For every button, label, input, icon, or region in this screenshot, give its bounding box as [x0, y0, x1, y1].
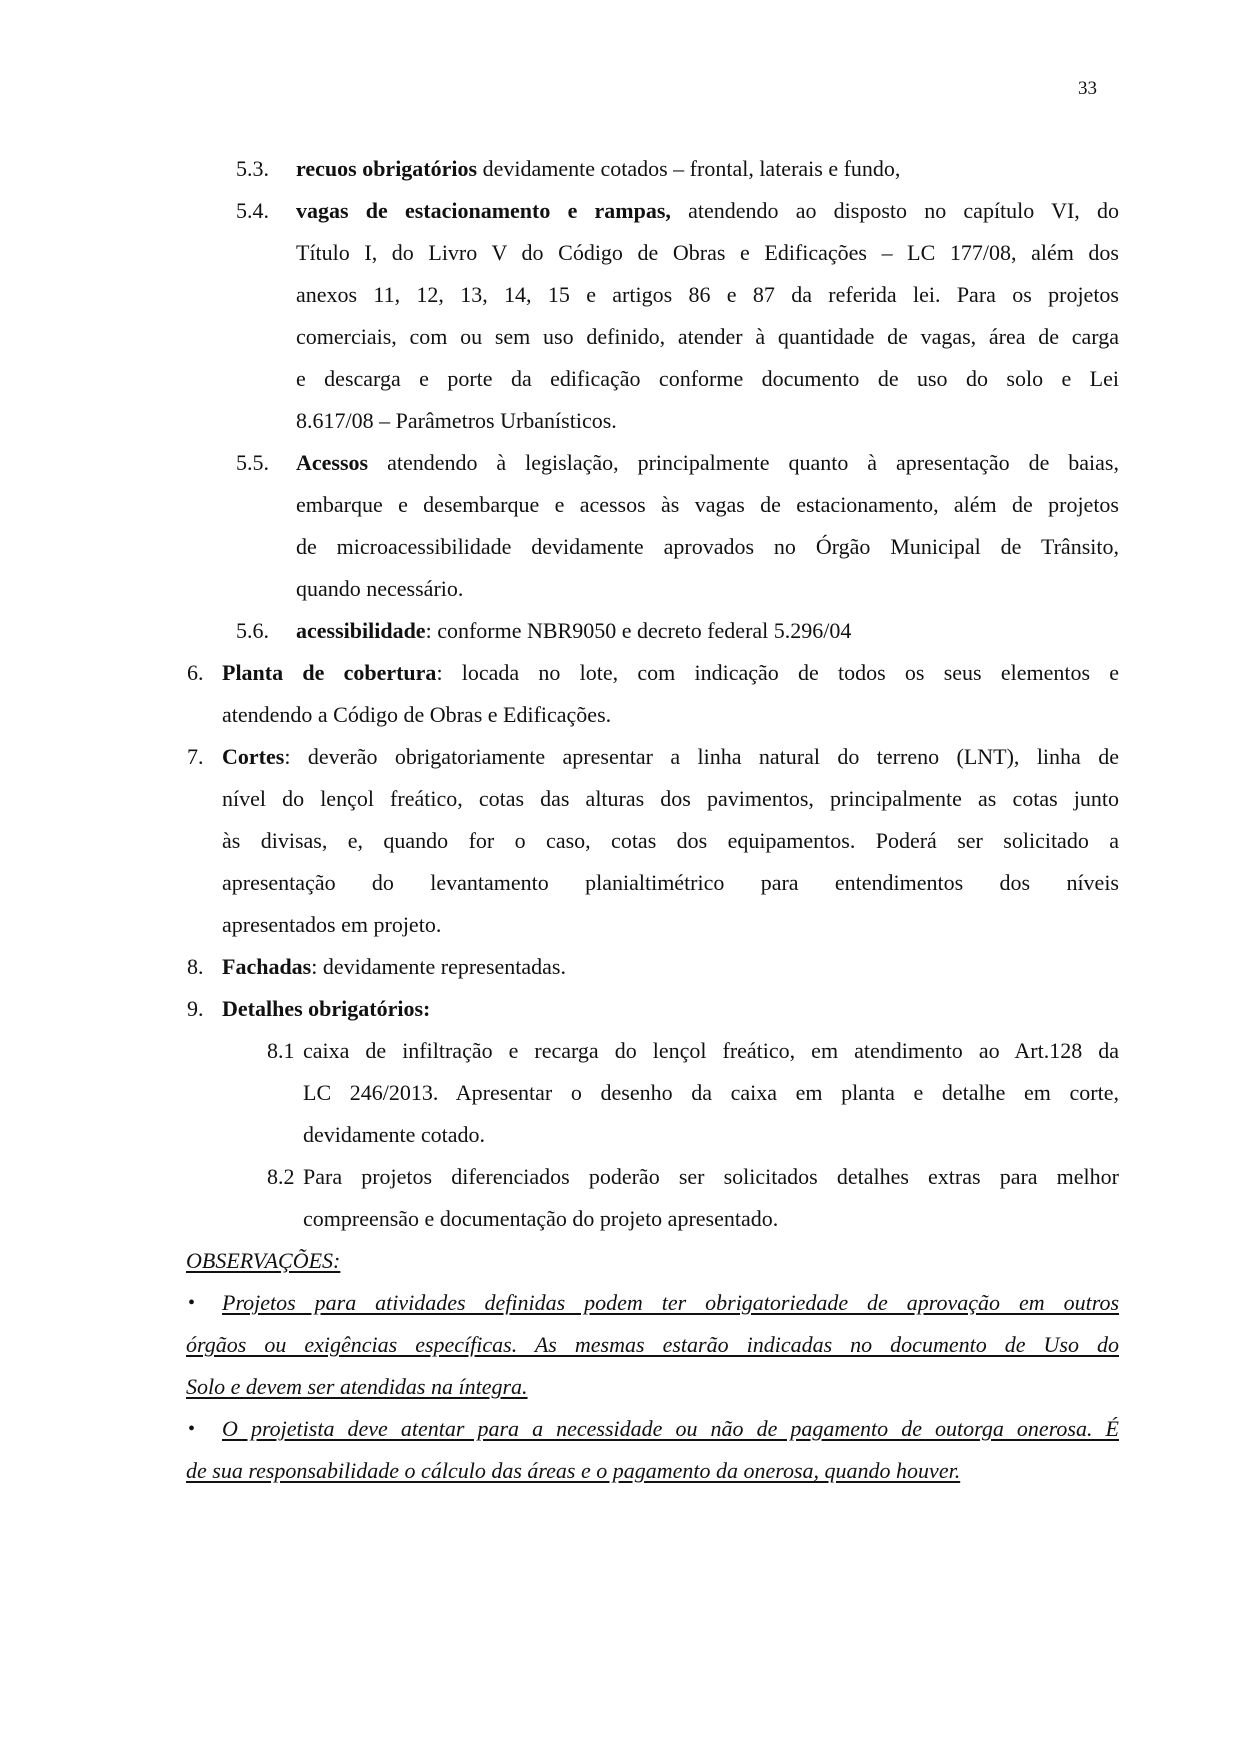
item-text-line: nível do lençol freático, cotas das alturas dos pavimentos, principalmente as cotas junto	[222, 786, 1119, 811]
item-number: 7.	[187, 744, 204, 769]
item-number: 5.4.	[236, 198, 269, 223]
item-heading: Detalhes obrigatórios:	[222, 996, 431, 1021]
item-heading: Acessos	[296, 450, 369, 475]
item-text-line: LC 246/2013. Apresentar o desenho da caixa em planta e detalhe em corte,	[303, 1080, 1119, 1105]
observacao-2-line: O projetista deve atentar para a necessidade ou não de pagamento de outorga onerosa. É	[222, 1416, 1119, 1441]
observacoes-title: OBSERVAÇÕES:	[186, 1248, 341, 1273]
item-text-line: às divisas, e, quando for o caso, cotas dos equipamentos. Poderá ser solicitado a	[222, 828, 1119, 853]
item-text-line: embarque e desembarque e acessos às vagas de estacionamento, além de projetos	[296, 492, 1119, 517]
observacao-1-line: Projetos para atividades definidas podem ter obrigatoriedade de aprovação em outros	[222, 1290, 1119, 1315]
observacao-1-line: Solo e devem ser atendidas na íntegra.	[186, 1374, 528, 1399]
item-heading: vagas de estacionamento e rampas,	[296, 198, 671, 223]
item-number: 5.5.	[236, 450, 269, 475]
item-heading: acessibilidade	[296, 618, 426, 643]
item-number: 5.3.	[236, 156, 269, 181]
item-text: atendendo à legislação, principalmente quanto à apresentação de baias,	[368, 450, 1119, 475]
item-text-line: atendendo a Código de Obras e Edificações.	[222, 702, 612, 727]
list-item-5-3	[296, 156, 900, 182]
bullet-icon: •	[188, 1418, 196, 1440]
item-heading: Fachadas	[222, 954, 312, 979]
item-text: : devidamente representadas.	[311, 954, 566, 979]
list-item-8-1: caixa de infiltração e recarga do lençol freático, em atendimento ao Art.128 da	[303, 1038, 1119, 1063]
item-number: 8.2	[267, 1164, 295, 1189]
bullet-icon: •	[188, 1292, 196, 1314]
item-text: : conforme NBR9050 e decreto federal 5.296/04	[425, 618, 852, 643]
item-text-line: e descarga e porte da edificação conforme documento de uso do solo e Lei	[296, 366, 1119, 391]
item-number: 9.	[187, 996, 204, 1021]
item-text-line: apresentados em projeto.	[222, 912, 442, 937]
item-heading: Cortes	[222, 744, 285, 769]
item-heading: recuos obrigatórios	[296, 156, 478, 181]
page-number: 33	[1078, 78, 1097, 99]
list-item-9	[222, 996, 430, 1022]
item-text-line: compreensão e documentação do projeto apresentado.	[303, 1206, 779, 1231]
list-item-8	[222, 954, 566, 980]
item-text-line: 8.617/08 – Parâmetros Urbanísticos.	[296, 408, 617, 433]
item-text: devidamente cotados – frontal, laterais e fundo,	[477, 156, 901, 181]
list-item-5-6	[296, 618, 851, 644]
item-number: 8.1	[267, 1038, 295, 1063]
item-text-line: comerciais, com ou sem uso definido, atender à quantidade de vagas, área de carga	[296, 324, 1119, 349]
item-text-line: apresentação do levantamento planialtimétrico para entendimentos dos níveis	[222, 870, 1119, 895]
item-text-line: quando necessário.	[296, 576, 464, 601]
item-heading: Planta de cobertura	[222, 660, 437, 685]
item-text-line: anexos 11, 12, 13, 14, 15 e artigos 86 e 87 da referida lei. Para os projetos	[296, 282, 1119, 307]
observacao-2-line: de sua responsabilidade o cálculo das áreas e o pagamento da onerosa, quando houver.	[186, 1458, 961, 1483]
item-text-line: de microacessibilidade devidamente aprovados no Órgão Municipal de Trânsito,	[296, 534, 1119, 559]
item-text-line: Título I, do Livro V do Código de Obras e Edificações – LC 177/08, além dos	[296, 240, 1119, 265]
item-number: 5.6.	[236, 618, 269, 643]
item-number: 6.	[187, 660, 204, 685]
list-item-7	[222, 744, 1119, 770]
item-text: atendendo ao disposto no capítulo VI, do	[670, 198, 1119, 223]
item-number: 8.	[187, 954, 204, 979]
list-item-5-4	[296, 198, 1119, 224]
observacao-1-line: órgãos ou exigências específicas. As mesmas estarão indicadas no documento de Uso do	[186, 1332, 1119, 1357]
item-text-line: devidamente cotado.	[303, 1122, 486, 1147]
list-item-5-5	[296, 450, 1119, 476]
item-text: : deverão obrigatoriamente apresentar a linha natural do terreno (LNT), linha de	[284, 744, 1119, 769]
list-item-6	[222, 660, 1119, 686]
list-item-8-2: Para projetos diferenciados poderão ser solicitados detalhes extras para melhor	[303, 1164, 1119, 1189]
item-text: : locada no lote, com indicação de todos os seus elementos e	[436, 660, 1120, 685]
